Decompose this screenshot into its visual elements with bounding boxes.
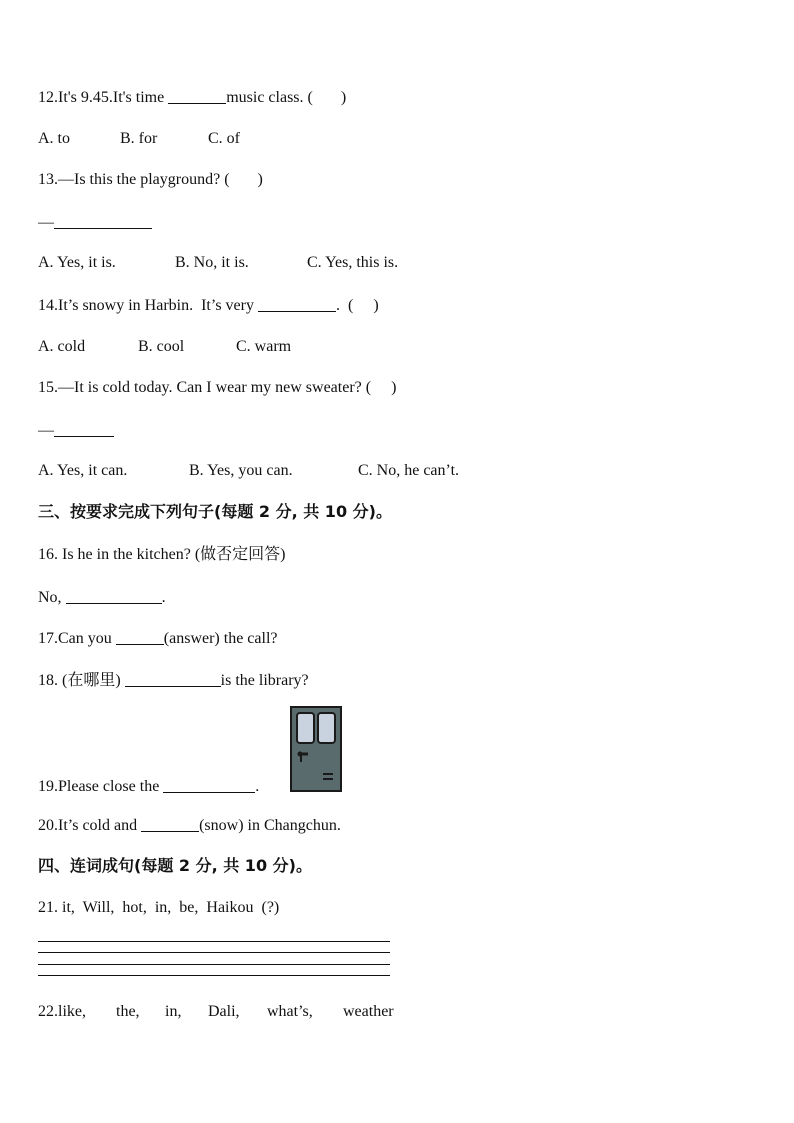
answer-blank[interactable] bbox=[168, 87, 226, 104]
word-1: 22.like, bbox=[38, 1003, 86, 1020]
section-4-heading: 四、连词成句(每题 2 分, 共 10 分)。 bbox=[38, 856, 312, 875]
option-c[interactable]: C. of bbox=[208, 130, 240, 147]
option-b[interactable]: B. Yes, you can. bbox=[189, 462, 293, 479]
question-17-before: 17.Can you bbox=[38, 630, 112, 647]
option-a[interactable]: A. cold bbox=[38, 338, 86, 355]
word-6: weather bbox=[343, 1003, 394, 1020]
question-12-text-after: music class. ( ) bbox=[226, 89, 347, 106]
question-19 bbox=[38, 776, 259, 797]
option-a[interactable]: A. to bbox=[38, 130, 70, 147]
question-18-after: is the library? bbox=[220, 672, 309, 689]
question-15: 15.—It is cold today. Can I wear my new sweater? ( ) bbox=[38, 379, 397, 396]
question-16-answer-line bbox=[38, 587, 166, 608]
answer-prefix: No, bbox=[38, 589, 62, 606]
option-b[interactable]: B. No, it is. bbox=[175, 254, 249, 271]
answer-blank[interactable] bbox=[125, 670, 221, 687]
question-16: 16. Is he in the kitchen? (做否定回答) bbox=[38, 546, 286, 563]
dash: — bbox=[38, 422, 54, 439]
question-12 bbox=[38, 87, 346, 108]
question-18-before: 18. (在哪里) bbox=[38, 672, 121, 689]
option-c[interactable]: C. warm bbox=[236, 338, 292, 355]
question-19-after: . bbox=[255, 778, 260, 795]
question-19-before: 19.Please close the bbox=[38, 778, 160, 795]
answer-suffix: . bbox=[161, 589, 166, 606]
writing-line[interactable] bbox=[38, 964, 390, 965]
dash: — bbox=[38, 214, 54, 231]
question-17 bbox=[38, 628, 278, 649]
answer-blank[interactable] bbox=[258, 295, 336, 312]
option-c[interactable]: C. Yes, this is. bbox=[307, 254, 399, 271]
question-13: 13.—Is this the playground? ( ) bbox=[38, 171, 263, 188]
word-5: what’s, bbox=[267, 1003, 313, 1020]
question-20-before: 20.It’s cold and bbox=[38, 817, 138, 834]
question-17-after: (answer) the call? bbox=[163, 630, 278, 647]
option-a[interactable]: A. Yes, it can. bbox=[38, 462, 128, 479]
question-15-answer-line bbox=[38, 420, 114, 441]
answer-blank[interactable] bbox=[116, 628, 164, 645]
option-b[interactable]: B. for bbox=[120, 130, 158, 147]
option-a[interactable]: A. Yes, it is. bbox=[38, 254, 116, 271]
option-b[interactable]: B. cool bbox=[138, 338, 185, 355]
question-14 bbox=[38, 295, 379, 316]
question-14-text: 14.It’s snowy in Harbin. It’s very bbox=[38, 297, 254, 314]
word-2: the, bbox=[116, 1003, 140, 1020]
question-18 bbox=[38, 670, 309, 691]
writing-line[interactable] bbox=[38, 952, 390, 953]
question-20-after: (snow) in Changchun. bbox=[199, 817, 341, 834]
question-13-answer-line bbox=[38, 212, 152, 233]
word-4: Dali, bbox=[208, 1003, 240, 1020]
answer-blank[interactable] bbox=[66, 587, 162, 604]
question-12-text: 12.It's 9.45.It's time bbox=[38, 89, 165, 106]
writing-line[interactable] bbox=[38, 941, 390, 942]
word-3: in, bbox=[165, 1003, 182, 1020]
question-14-text-after: . ( ) bbox=[335, 297, 379, 314]
writing-line[interactable] bbox=[38, 975, 390, 976]
answer-blank[interactable] bbox=[54, 212, 152, 229]
option-c[interactable]: C. No, he can’t. bbox=[358, 462, 460, 479]
answer-blank[interactable] bbox=[141, 815, 199, 832]
section-3-heading: 三、按要求完成下列句子(每题 2 分, 共 10 分)。 bbox=[38, 502, 392, 521]
question-21: 21. it, Will, hot, in, be, Haikou (?) bbox=[38, 899, 280, 916]
answer-blank[interactable] bbox=[54, 420, 114, 437]
question-20 bbox=[38, 815, 341, 836]
answer-blank[interactable] bbox=[163, 776, 255, 793]
door-icon bbox=[290, 706, 342, 797]
